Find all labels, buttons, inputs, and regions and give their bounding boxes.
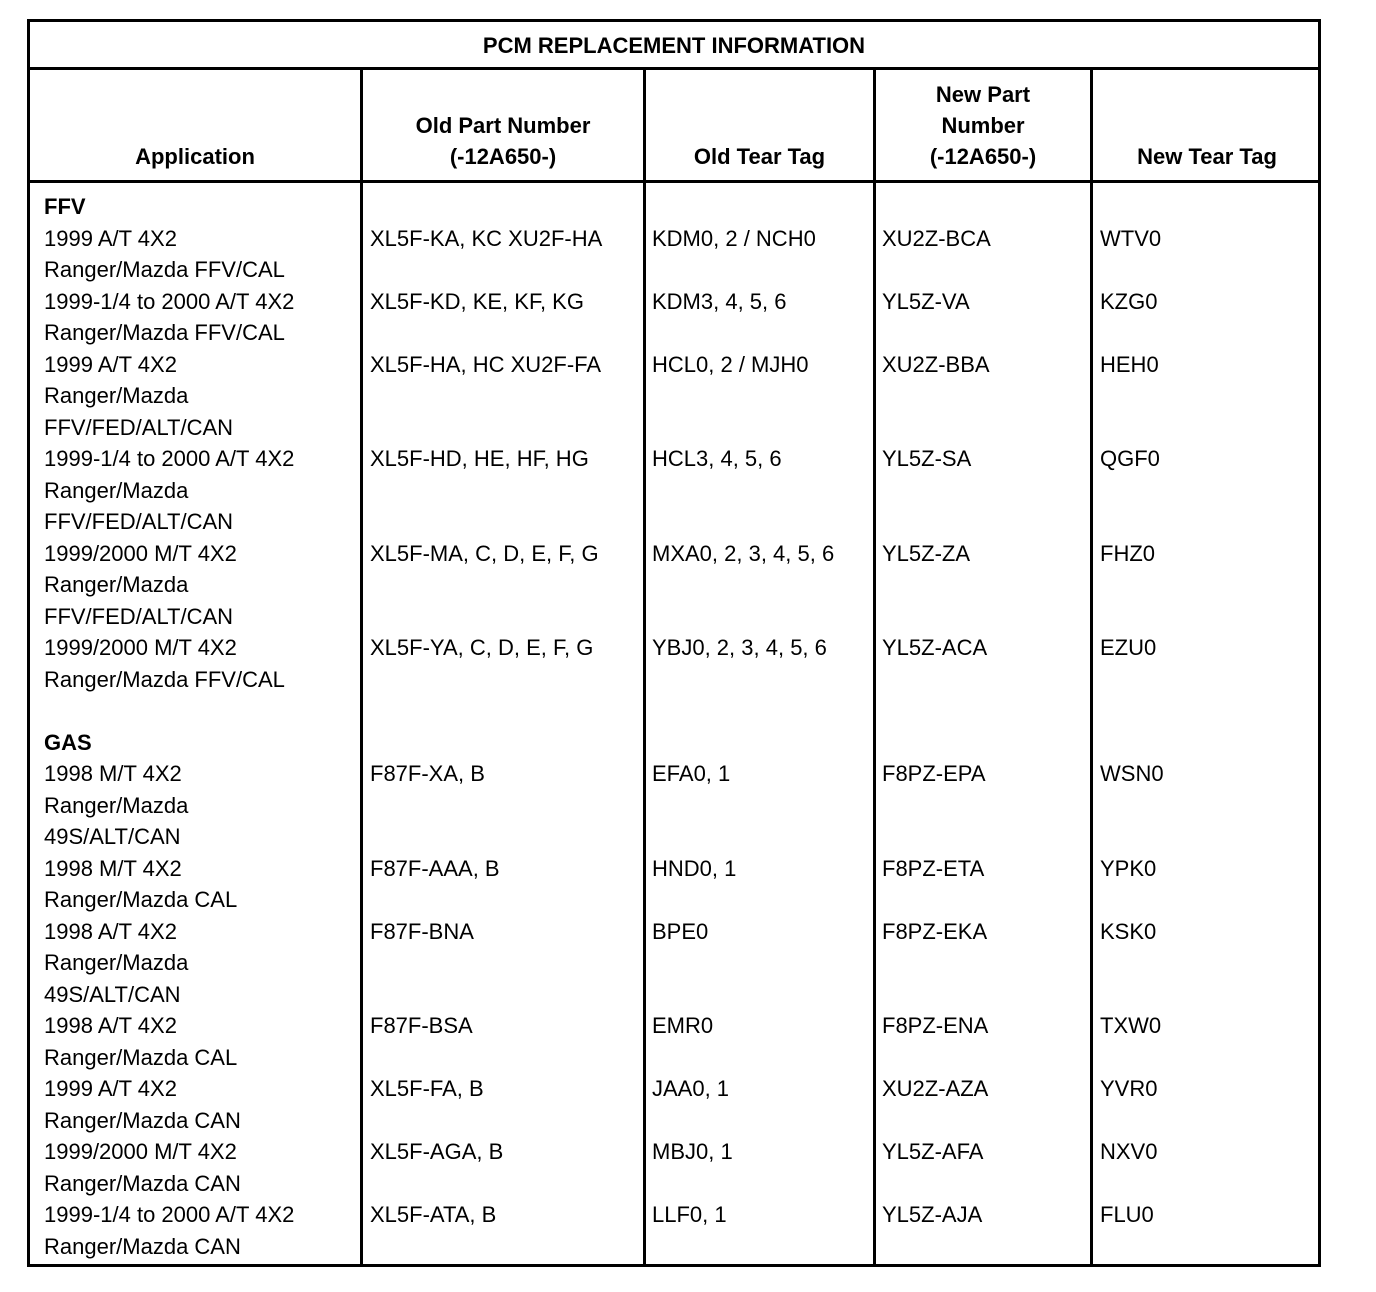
header-old-tag-label: Old Tear Tag (693, 144, 826, 169)
new-part-number-cell: F8PZ-EPA (882, 761, 986, 786)
old-part-number-cell: XL5F-HA, HC XU2F-FA (370, 351, 602, 377)
application-line: FFV/FED/ALT/CAN (44, 603, 234, 629)
old-part-number-cell: F87F-XA, B (370, 761, 485, 786)
application-cell (44, 1073, 241, 1136)
old-tear-tag-cell: KDM3, 4, 5, 6 (652, 288, 787, 314)
new-part-number-cell: F8PZ-ETA (882, 855, 985, 881)
old-tear-tag-cell: HCL0, 2 / MJH0 (652, 351, 809, 377)
application-line: Ranger/Mazda (44, 383, 189, 408)
old-part-number-cell: XL5F-HD, HE, HF, HG (370, 446, 589, 471)
new-tear-tag-cell: WTV0 (1100, 225, 1162, 251)
application-line: Ranger/Mazda (44, 950, 189, 975)
application-line: 1999/2000 M/T 4X2 (44, 635, 237, 660)
application-line: 49S/ALT/CAN (44, 824, 181, 849)
old-tear-tag-cell: BPE0 (652, 918, 709, 944)
new-tear-tag-cell: TXW0 (1100, 1013, 1162, 1038)
application-line: 1999 A/T 4X2 (44, 1076, 177, 1101)
application-line: 49S/ALT/CAN (44, 981, 181, 1007)
application-cell (44, 223, 285, 286)
new-part-number-cell: F8PZ-EKA (882, 918, 988, 944)
application-line: 1998 A/T 4X2 (44, 1013, 177, 1038)
header-new-part-label: New Part (935, 82, 1031, 107)
application-cell (44, 443, 294, 538)
old-tear-tag-cell: LLF0, 1 (652, 1202, 727, 1227)
new-part-number-cell: XU2Z-AZA (882, 1076, 989, 1101)
column-divider (873, 70, 876, 1264)
header-old-part-sub: (-12A650-) (449, 144, 557, 169)
old-part-number-cell: XL5F-MA, C, D, E, F, G (370, 540, 599, 566)
old-part-number-cell: F87F-AAA, B (370, 855, 500, 881)
application-line: Ranger/Mazda FFV/CAL (44, 666, 285, 692)
application-line: 1999/2000 M/T 4X2 (44, 540, 237, 566)
new-part-number-cell: YL5Z-SA (882, 446, 972, 471)
new-tear-tag-cell: KZG0 (1100, 288, 1158, 314)
old-tear-tag-cell: MBJ0, 1 (652, 1139, 733, 1164)
new-part-number-cell: XU2Z-BCA (882, 225, 991, 251)
application-cell (44, 286, 294, 349)
application-line: 1999 A/T 4X2 (44, 351, 177, 377)
old-part-number-cell: XL5F-AGA, B (370, 1139, 504, 1164)
new-tear-tag-cell: NXV0 (1100, 1139, 1158, 1164)
application-line: FFV/FED/ALT/CAN (44, 509, 234, 534)
new-tear-tag-cell: YVR0 (1100, 1076, 1158, 1101)
application-line: Ranger/Mazda CAL (44, 887, 238, 912)
new-part-number-cell: XU2Z-BBA (882, 351, 990, 377)
application-line: 1998 A/T 4X2 (44, 918, 177, 944)
application-cell (44, 1136, 241, 1199)
application-line: Ranger/Mazda FFV/CAL (44, 320, 285, 345)
old-part-number-cell: F87F-BNA (370, 918, 474, 944)
application-cell (44, 758, 188, 853)
application-line: 1998 M/T 4X2 (44, 761, 182, 786)
application-line: Ranger/Mazda CAN (44, 1233, 241, 1259)
new-part-number-cell: YL5Z-ZA (882, 540, 971, 566)
application-line: 1998 M/T 4X2 (44, 855, 182, 881)
header-divider (30, 180, 1318, 183)
header-new-tag-label: New Tear Tag (1137, 144, 1277, 169)
application-line: Ranger/Mazda (44, 792, 189, 818)
old-part-number-cell: F87F-BSA (370, 1013, 473, 1038)
header-application (30, 70, 360, 180)
application-line: Ranger/Mazda CAN (44, 1107, 241, 1133)
application-line: Ranger/Mazda CAN (44, 1170, 241, 1196)
old-tear-tag-cell: HND0, 1 (652, 855, 737, 881)
new-part-number-cell: YL5Z-AJA (882, 1202, 983, 1227)
application-line: 1999-1/4 to 2000 A/T 4X2 (44, 288, 295, 314)
application-line: Ranger/Mazda (44, 477, 189, 503)
application-line: 1999/2000 M/T 4X2 (44, 1139, 237, 1164)
header-old-part-label: Old Part Number (415, 113, 591, 138)
new-tear-tag-cell: FHZ0 (1100, 540, 1155, 566)
old-tear-tag-cell: MXA0, 2, 3, 4, 5, 6 (652, 540, 835, 566)
application-line: Ranger/Mazda CAL (44, 1044, 238, 1070)
header-old-part-number (363, 70, 643, 180)
new-tear-tag-cell: QGF0 (1100, 446, 1160, 471)
application-line: 1999 A/T 4X2 (44, 225, 177, 251)
pcm-table (27, 19, 1321, 1267)
new-tear-tag-cell: FLU0 (1100, 1202, 1154, 1227)
old-part-number-cell: XL5F-YA, C, D, E, F, G (370, 635, 594, 660)
application-line: 1999-1/4 to 2000 A/T 4X2 (44, 446, 295, 471)
application-cell (44, 916, 188, 1011)
application-cell (44, 632, 285, 695)
column-divider (1090, 70, 1093, 1264)
application-line: Ranger/Mazda FFV/CAL (44, 257, 285, 282)
application-line: FFV/FED/ALT/CAN (44, 414, 234, 440)
old-tear-tag-cell: KDM0, 2 / NCH0 (652, 225, 816, 251)
header-new-part-label-2: Number (941, 113, 1025, 138)
old-tear-tag-cell: EMR0 (652, 1013, 714, 1038)
column-divider (360, 70, 363, 1264)
old-tear-tag-cell: JAA0, 1 (652, 1076, 730, 1101)
header-new-tear-tag (1093, 70, 1321, 180)
new-part-number-cell: YL5Z-AFA (882, 1139, 984, 1164)
old-tear-tag-cell: EFA0, 1 (652, 761, 731, 786)
section-heading: GAS (44, 729, 92, 755)
old-tear-tag-cell: YBJ0, 2, 3, 4, 5, 6 (652, 635, 827, 660)
old-part-number-cell: XL5F-FA, B (370, 1076, 484, 1101)
old-part-number-cell: XL5F-KA, KC XU2F-HA (370, 225, 603, 251)
table-title: PCM REPLACEMENT INFORMATION (30, 22, 1318, 70)
new-tear-tag-cell: EZU0 (1100, 635, 1157, 660)
new-part-number-cell: F8PZ-ENA (882, 1013, 989, 1038)
header-new-part-number (876, 70, 1090, 180)
application-line: Ranger/Mazda (44, 572, 189, 597)
application-cell (44, 853, 237, 916)
application-cell (44, 349, 233, 444)
old-tear-tag-cell: HCL3, 4, 5, 6 (652, 446, 782, 471)
column-divider (643, 70, 646, 1264)
new-tear-tag-cell: HEH0 (1100, 351, 1159, 377)
new-part-number-cell: YL5Z-VA (882, 288, 970, 314)
old-part-number-cell: XL5F-KD, KE, KF, KG (370, 288, 584, 314)
header-new-part-sub: (-12A650-) (929, 144, 1037, 169)
application-cell (44, 538, 237, 633)
section-heading: FFV (44, 194, 86, 219)
header-application-label: Application (135, 144, 255, 169)
new-tear-tag-cell: KSK0 (1100, 918, 1157, 944)
header-old-tear-tag (646, 70, 873, 180)
application-cell (44, 1010, 237, 1073)
new-tear-tag-cell: YPK0 (1100, 855, 1157, 881)
application-cell (44, 1199, 294, 1262)
old-part-number-cell: XL5F-ATA, B (370, 1202, 497, 1227)
new-part-number-cell: YL5Z-ACA (882, 635, 988, 660)
new-tear-tag-cell: WSN0 (1100, 761, 1164, 786)
application-line: 1999-1/4 to 2000 A/T 4X2 (44, 1202, 295, 1227)
